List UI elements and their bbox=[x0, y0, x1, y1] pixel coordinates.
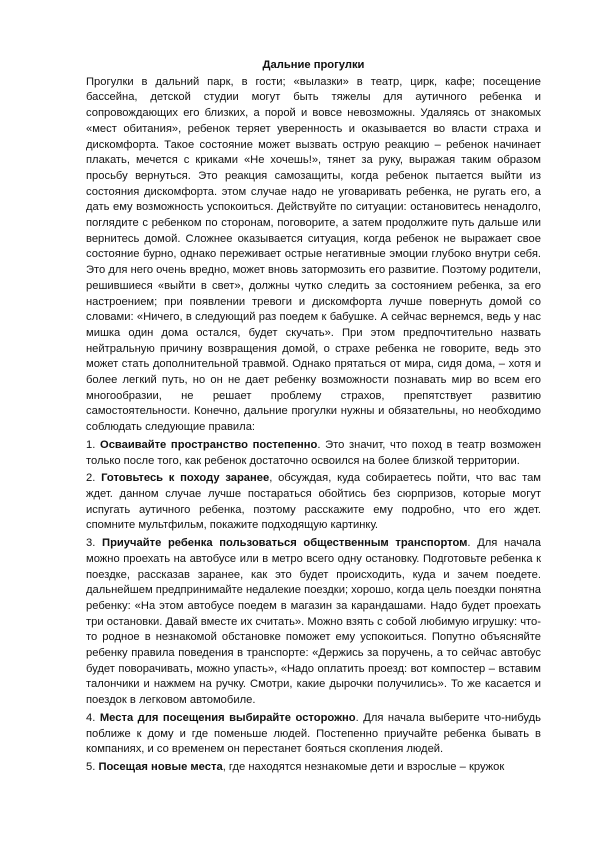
rule-heading: Места для посещения выбирайте осторожно bbox=[99, 711, 356, 724]
rule-number: 3. bbox=[86, 537, 96, 550]
rule-text: , обсуждая, куда собираетесь пойти, что вас там ждет. данном случае лучше постараться обойтись без сюрпризов, которые могут испугать аутичного ребенка, поэтому расскажите ему подробно, что его ждет. спомните мультфильм, покажите подходящую картинку. bbox=[86, 472, 541, 532]
rule-text: . Для начала можно проехать на автобусе или в метро всего одну остановку. Подготовьте ребенка к поездке, рассказав заранее, как это будет происходить, куда и зачем поедете. дальнейшем предпринимайте недалекие поездки; хорошо, когда цель поездки понятна ребенку: «На этом автобусе поедем в магазин за карандашами. Надо будет проехать три остановки. Давай вместе их считать». Можно взять с собой любимую игрушку: что-то родное в незнакомой обстановке поможет ему успокоиться. Попутно объясняйте ребенку правила поведения в транспорте: «Держись за поручень, а то сейчас автобус будет поворачивать, можно упасть», «Надо оплатить проезд: вот компостер – вставим талончики и нажмем на ручку. Смотри, какие дырочки получились». То же касается и поездок в легковом автомобиле. bbox=[86, 537, 541, 707]
rule-4 bbox=[86, 711, 541, 758]
rule-heading: Готовьтесь к походу заранее bbox=[101, 472, 270, 485]
rule-heading: Посещая новые места bbox=[98, 760, 223, 773]
rule-1 bbox=[86, 438, 541, 469]
rule-number: 5. bbox=[86, 760, 96, 773]
rule-heading: Осваивайте пространство постепенно bbox=[100, 438, 318, 451]
rule-text: . Это значит, что поход в театр возможен только после того, как ребенок достаточно освоился на более близкой территории. bbox=[86, 438, 542, 467]
intro-paragraph: Прогулки в дальний парк, в гости; «вылазки» в театр, цирк, кафе; посещение бассейна, детской студии могут быть тяжелы для аутичного ребенка и сопровождающих его близких, а порой и вовсе невозможны. Удаляясь от знакомых «мест обитания», ребенок теряет уверенность и оказывается во власти страха и дискомфорта. Такое состояние может вызвать острую реакцию – ребенок начинает плакать, мечется с криками «Не хочешь!», тянет за руку, выражая таким образом просьбу вернуться. Это реакция самозащиты, когда ребенок пытается выйти из состояния дискомфорта. этом случае надо не уговаривать ребенка, не ругать его, а дать ему возможность успокоиться. Действуйте по ситуации: остановитесь ненадолго, поглядите с ребенком по сторонам, поговорите, а затем продолжите путь дальше или вернитесь домой. Сложнее оказывается ситуация, когда ребенок не выражает свое состояние бурно, однако переживает острые негативные эмоции глубоко внутри себя. Это для него очень вредно, может вновь затормозить его развитие. Поэтому родители, решившиеся «выйти в свет», должны чутко следить за состоянием ребенка, за его настроением; при появлении тревоги и дискомфорта лучше повернуть домой со словами: «Ничего, в следующий раз поедем к бабушке. А сейчас вернемся, ведь у нас мишка один дома остался, будет скучать». При этом предпочтительно назвать нейтральную причину возвращения домой, о страхе ребенка не говорите, ведь это может стать дополнительной травмой. Однако прятаться от мира, сидя дома, – хотя и более легкий путь, но он не дает ребенку возможности познавать мир во всем его многообразии, не решает проблему страхов, препятствует развитию самостоятельности. Конечно, дальние прогулки нужны и обязательны, но необходимо соблюдать следующие правила: bbox=[86, 75, 541, 434]
rule-number: 4. bbox=[86, 711, 96, 724]
rule-heading: Приучайте ребенка пользоваться общественным транспортом bbox=[102, 537, 468, 550]
rule-2 bbox=[86, 471, 541, 534]
rule-number: 2. bbox=[86, 472, 96, 485]
rule-text: . Для начала выберите что-нибудь поближе к дому и где поменьше людей. Постепенно приучайте ребенка бывать в компаниях, и со временем он перестанет бояться скопления людей. bbox=[86, 711, 542, 756]
rule-3 bbox=[86, 536, 541, 709]
rule-number: 1. bbox=[86, 438, 96, 451]
rule-5 bbox=[86, 760, 541, 776]
document-title: Дальние прогулки bbox=[262, 59, 365, 71]
rule-text: , где находятся незнакомые дети и взрослые – кружок bbox=[222, 760, 505, 773]
